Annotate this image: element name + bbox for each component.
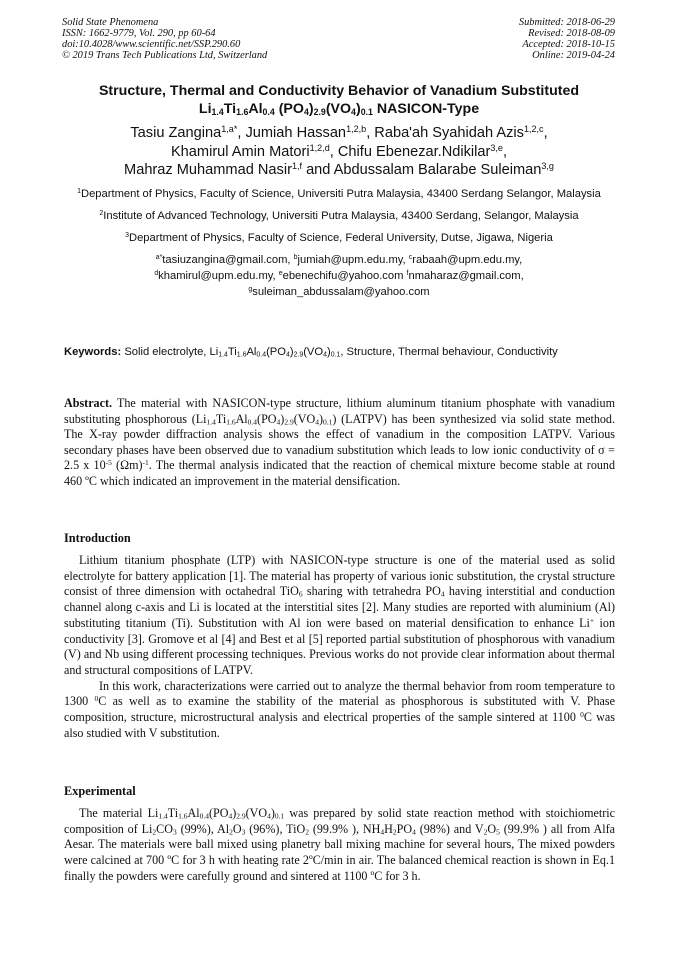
author-marker: 3,e bbox=[490, 142, 503, 153]
text-run: (99.9% ) all from Alfa Aesar. The materials were ball mixed using planetry ball mixing machine for several hours, The mixed powders were calcined at 700 ºC for 3 h with heating rate 2ºC/min in air. The balanced chemical reaction is shown in Eq.1 finally the powders were carefully ground and sintered at 1100 ºC for 3 h. bbox=[64, 821, 615, 883]
email-address[interactable]: jumiah@upm.edu.my, bbox=[297, 254, 406, 266]
section-title-experimental: Experimental bbox=[64, 784, 136, 798]
email-marker: d bbox=[154, 270, 159, 278]
paragraph: The material $Li_{1.4}Ti_{1.6}Al_{0.4}(PO_4)_{2.9}(VO_4)_{0.1}$ was prepared by solid state reaction method with stoichiometric composition of $Li_2CO_3$ (99%), $Al_2O_3$ (96%), TiO$_2$ (99.9% ), $NH_4H_2PO_4$ (98%) and $V_2O_5$ (99.9% ) all from Alfa Aesar. The materials were ball mixed using planetry ball mixing machine for several hours, The mixed powders were calcined at 700 ºC for 3 h with heating rate 2ºC/min in air. The balanced chemical reaction is shown in Eq.1 finally the powders were carefully ground and sintered at 1100 ºC for 3 h. bbox=[64, 806, 615, 883]
email-address[interactable]: nmaharaz@gmail.com, bbox=[408, 270, 524, 282]
text-run: The material bbox=[79, 806, 143, 820]
paper-title bbox=[50, 82, 628, 118]
text-run: sharing with tetrahedra PO bbox=[302, 584, 441, 599]
affiliation-marker: 3 bbox=[125, 232, 129, 240]
text-run: (99.9% ), NH bbox=[308, 821, 381, 836]
email-address[interactable]: ebenechifu@yahoo.com bbox=[282, 270, 404, 282]
text-run: was prepared by solid state reaction method with stoichiometric composition of Li bbox=[64, 806, 615, 836]
text-run: PO bbox=[396, 821, 413, 836]
exponent: -1 bbox=[142, 458, 149, 468]
author-name: Chifu Ebenezar.Ndikilar bbox=[337, 143, 491, 160]
affiliation-3 bbox=[50, 230, 628, 246]
email-address[interactable]: khamirul@upm.edu.my, bbox=[158, 270, 276, 282]
exponent: -5 bbox=[105, 458, 112, 468]
affiliation-1 bbox=[50, 186, 628, 202]
author-marker: 3,g bbox=[541, 161, 554, 172]
title-suffix: NASICON-Type bbox=[376, 101, 480, 117]
author-line-1: Tasiu Zangina$^{1,a*}$, Jumiah Hassan$^{1,2,b}$, Raba'ah Syahidah Azis$^{1,2,c}$, bbox=[130, 124, 548, 141]
email-marker: b bbox=[293, 254, 298, 262]
author-marker: 1,2,c bbox=[523, 124, 544, 135]
affiliation-text: Institute of Advanced Technology, Universiti Putra Malaysia, 43400 Serdang, Selangor, Malaysia bbox=[103, 210, 579, 222]
text-run: (98%) and V bbox=[415, 821, 484, 836]
text-run: having interstitial and conduction channel along c-axis and Li is located at the interstitial sites [2]. Many studies are reported with aluminium (Al) substituting titanium (Ti). Substitution with Al ion were based on material densification to enhance Li bbox=[64, 584, 615, 630]
email-line-1 bbox=[50, 252, 628, 268]
email-marker: f bbox=[406, 270, 409, 278]
author-name: Raba'ah Syahidah Azis bbox=[374, 125, 524, 141]
email-address[interactable]: tasiuzangina@gmail.com, bbox=[162, 254, 291, 266]
author-marker: 1,2,d bbox=[309, 142, 330, 153]
email-address[interactable]: suleiman_abdussalam@yahoo.com bbox=[252, 286, 430, 298]
issn-line: ISSN: 1662-9779, Vol. 290, pp 60-64 bbox=[62, 28, 216, 39]
text-run: CO bbox=[156, 821, 173, 836]
doi-line: doi:10.4028/www.scientific.net/SSP.290.60 bbox=[62, 39, 241, 50]
paragraph: Lithium titanium phosphate (LTP) with NASICON-type structure is one of the material used as solid electrolyte for battery application [1]. The material has property of various ionic substitution, the crystal structure consist of three dimension with octahedral TiO$_6$ sharing with tetrahedra $PO_4$ having interstitial and conduction channel along c-axis and Li is located at the interstitial sites [2]. Many studies are reported with aluminium (Al) substituting titanium (Ti). Substitution with Al ion were based on material densification to enhance Li+ ion conductivity [3]. Gromove et al [4] and Best et al [5] reported partial substitution of phosphorous with vanadium (V) and Nb using different processing techniques. Previous works do not provide clear information about thermal and structural compositions of LATPV. bbox=[64, 553, 616, 677]
author-marker: 1,a* bbox=[221, 124, 238, 135]
affiliations bbox=[50, 186, 628, 300]
abstract-text: . The thermal analysis indicated that the reaction of chemical mixture become stable at round 460 ºC which indicated an improvement in the material densification. bbox=[64, 458, 616, 488]
abstract-text: The material with NASICON-type structure, lithium aluminum titanium phosphate with vanadium substituting phosphorous ( bbox=[64, 396, 615, 426]
abstract-text: (Ωm) bbox=[111, 458, 143, 473]
abstract-text: ) (LATPV) has been synthesized via solid state method. The X-ray powder diffraction analysis shows the effect of vanadium in the composition LATPV. Various secondary phases have been observed due to vanadium substitution which leads to low ionic conductivity of σ = 2.5 x 10 bbox=[64, 411, 615, 473]
online-date: Online: 2019-04-24 bbox=[532, 50, 615, 61]
journal-name: Solid State Phenomena bbox=[62, 17, 159, 28]
copyright-line: © 2019 Trans Tech Publications Ltd, Switzerland bbox=[62, 50, 268, 61]
keywords: Keywords: Solid electrolyte, $Li_{1.4}Ti_{1.6}Al_{0.4}(PO_4)_{2.9}(VO_4)_{0.1}$, Structure, Thermal behaviour, Conductivity bbox=[64, 346, 558, 359]
author-marker: 1,f bbox=[291, 161, 302, 172]
text-run: C as well as to examine the stability of the material as phosphorous is substituted with V. Phase composition, structure, microstructural analysis and electrical properties of the sample sintered at 1100 bbox=[64, 694, 616, 725]
affiliation-text: Department of Physics, Faculty of Science, Universiti Putra Malaysia, 43400 Serdang Selangor, Malaysia bbox=[81, 188, 601, 200]
affiliation-marker: 1 bbox=[77, 188, 81, 196]
introduction-body bbox=[64, 553, 615, 741]
email-address[interactable]: rabaah@upm.edu.my, bbox=[412, 254, 523, 266]
abstract-label: Abstract. bbox=[64, 396, 113, 410]
author-list bbox=[40, 124, 638, 180]
section-title-introduction: Introduction bbox=[64, 531, 131, 545]
author-line-3 bbox=[40, 161, 638, 180]
author-name: Mahraz Muhammad Nasir bbox=[124, 162, 292, 178]
email-line-2 bbox=[50, 268, 628, 284]
author-name: Abdussalam Balarabe Suleiman bbox=[333, 162, 542, 178]
affiliation-2 bbox=[50, 208, 628, 224]
email-marker: e bbox=[278, 270, 283, 278]
author-name: Khamirul Amin Matori bbox=[170, 143, 310, 160]
affiliation-text: Department of Physics, Faculty of Science, Federal University, Dutse, Jigawa, Nigeria bbox=[129, 232, 553, 244]
author-line-2: Khamirul Amin Matori$^{1,2,d}$, Chifu Ebenezar.Ndikilar$^{3,e}$, bbox=[170, 142, 508, 160]
author-name: Tasiu Zangina bbox=[130, 125, 222, 141]
text-run: In this work, characterizations were carried out to analyze the thermal behavior from room temperature to 1300 bbox=[64, 678, 615, 709]
title-line-1: Structure, Thermal and Conductivity Behavior of Vanadium Substituted bbox=[98, 83, 580, 99]
revised-date: Revised: 2018-08-09 bbox=[528, 28, 615, 39]
email-line-3 bbox=[50, 284, 628, 300]
keywords-text: , Structure, Thermal behaviour, Conductivity bbox=[340, 346, 558, 358]
email-list bbox=[50, 252, 628, 300]
text-run: C was also studied with V substitution. bbox=[64, 710, 615, 740]
text-run: ion conductivity [3]. Gromove et al [4] and Best et al [5] reported partial substitution of phosphorous with vanadium (V) and Nb using different processing techniques. Previous works do not provide clear information about thermal and structural compositions of LATPV. bbox=[64, 615, 616, 677]
experimental-body bbox=[64, 806, 615, 885]
abstract: Abstract. The material with NASICON-type structure, lithium aluminum titanium phosphate with vanadium substituting phosphorous $(Li_{1.4}Ti_{1.6}Al_{0.4}(PO_4)_{2.9}(VO_4)_{0.1})$ (LATPV) has been synthesized via solid state method. The X-ray powder diffraction analysis shows the effect of vanadium in the composition LATPV. Various secondary phases have been observed due to vanadium substitution which leads to low ionic conductivity of σ = 2.5 x $10^{-5}$ $(\Omega m)^{-1}$. The thermal analysis indicated that the reaction of chemical mixture become stable at round 460 ºC which indicated an improvement in the material densification. bbox=[64, 396, 616, 488]
accepted-date: Accepted: 2018-10-15 bbox=[522, 39, 615, 50]
affiliation-marker: 2 bbox=[99, 210, 104, 218]
keywords-text: Solid electrolyte, bbox=[124, 346, 207, 358]
text-run: (99%), Al bbox=[176, 821, 230, 836]
text-run: O bbox=[232, 821, 242, 836]
keywords-label: Keywords: bbox=[64, 346, 122, 358]
author-name: Jumiah Hassan bbox=[245, 125, 347, 141]
header-right bbox=[519, 17, 615, 61]
text-run: (96%), TiO bbox=[245, 821, 306, 836]
email-marker: g bbox=[248, 286, 253, 294]
text-run: O bbox=[487, 821, 497, 836]
email-marker: c bbox=[408, 254, 413, 262]
header-left bbox=[62, 17, 267, 61]
author-and: and bbox=[306, 162, 331, 178]
author-marker: 1,2,b bbox=[346, 124, 367, 135]
email-marker: a* bbox=[155, 254, 163, 262]
text-run: H bbox=[384, 821, 393, 836]
paragraph: In this work, characterizations were carried out to analyze the thermal behavior from room temperature to 1300 $^0$C as well as to examine the stability of the material as phosphorous is substituted with V. Phase composition, structure, microstructural analysis and electrical properties of the sample sintered at 1100 $^0$C was also studied with V substitution. bbox=[64, 678, 616, 740]
submitted-date: Submitted: 2018-06-29 bbox=[518, 17, 615, 28]
title-line-2: $Li_{1.4}Ti_{1.6}Al_{0.4}$ $(PO_4)_{2.9}(VO_4)_{0.1}$ NASICON-Type bbox=[198, 101, 480, 117]
text-run: Lithium titanium phosphate (LTP) with NASICON-type structure is one of the material used as solid electrolyte for battery application [1]. The material has property of various ionic substitution, the crystal structure consist of three dimension with octahedral TiO bbox=[64, 553, 615, 599]
